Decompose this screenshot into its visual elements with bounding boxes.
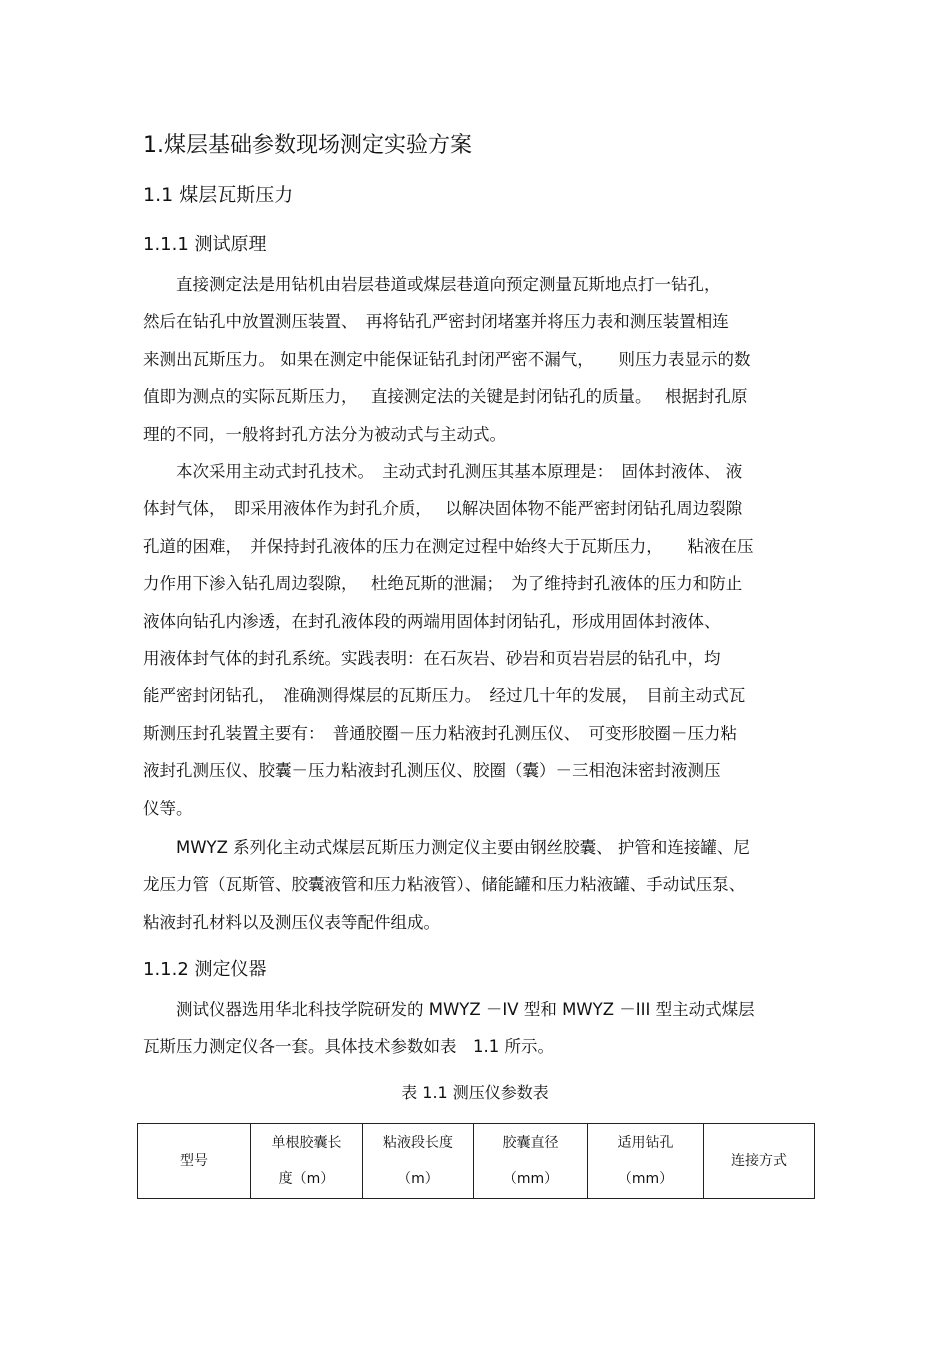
text-line: 仪等。 [143, 798, 193, 818]
section-heading-1-1: 1.1 煤层瓦斯压力 [143, 184, 294, 206]
text-line: 值即为测点的实际瓦斯压力， 直接测定法的关键是封闭钻孔的质量。 根据封孔原 [143, 387, 748, 407]
header-cell-slurry-length: 粘液段长度 （m） [363, 1124, 474, 1199]
paragraph-active-sealing [143, 453, 808, 827]
paragraph-mwyz-series [143, 829, 808, 941]
header-cell-connection: 连接方式 [704, 1124, 815, 1199]
text-line: 液体向钻孔内渗透，在封孔液体段的两端用固体封闭钻孔，形成用固体封液体、 [143, 611, 721, 631]
header-cell-model: 型号 [138, 1124, 251, 1199]
text-line: MWYZ 系列化主动式煤层瓦斯压力测定仪主要由钢丝胶囊、 护管和连接罐、尼 [143, 838, 750, 857]
text-line: 能严密封闭钻孔， 准确测得煤层的瓦斯压力。 经过几十年的发展， 目前主动式瓦 [143, 686, 746, 706]
text-line: 体封气体， 即采用液体作为封孔介质， 以解决固体物不能严密封闭钻孔周边裂隙 [143, 499, 743, 519]
header-cell-capsule-length: 单根胶囊长 度（m） [251, 1124, 363, 1199]
text-line: 然后在钻孔中放置测压装置、 再将钻孔严密封闭堵塞并将压力表和测压装置相连 [143, 312, 729, 332]
text-line: 来测出瓦斯压力。 如果在测定中能保证钻孔封闭严密不漏气， 则压力表显示的数 [143, 349, 751, 369]
table-header-row [138, 1124, 815, 1199]
text-line: 本次采用主动式封孔技术。 主动式封孔测压其基本原理是： 固体封液体、 液 [143, 462, 743, 481]
text-line: 液封孔测压仪、胶囊－压力粘液封孔测压仪、胶圈（囊）－三相泡沫密封液测压 [143, 761, 721, 781]
text-line: 龙压力管（瓦斯管、胶囊液管和压力粘液管）、储能罐和压力粘液罐、手动试压泵、 [143, 875, 746, 895]
text-line: 测试仪器选用华北科技学院研发的 MWYZ －IV 型和 MWYZ －III 型主动式煤层 [143, 1000, 755, 1019]
text-line: 用液体封气体的封孔系统。实践表明：在石灰岩、砂岩和页岩岩层的钻孔中，均 [143, 649, 721, 669]
section-heading-1-1-1: 1.1.1 测试原理 [143, 234, 267, 255]
header-cell-capsule-diameter: 胶囊直径 （mm） [474, 1124, 588, 1199]
text-line: 孔道的困难， 并保持封孔液体的压力在测定过程中始终大于瓦斯压力， 粘液在压 [143, 536, 754, 556]
table-caption: 表 1.1 测压仪参数表 [401, 1083, 549, 1102]
text-line: 粘液封孔材料以及测压仪表等配件组成。 [143, 912, 440, 932]
document-title: 1.煤层基础参数现场测定实验方案 [143, 133, 472, 158]
header-cell-borehole: 适用钻孔 （mm） [588, 1124, 704, 1199]
parameter-table [137, 1123, 815, 1199]
text-line: 直接测定法是用钻机由岩层巷道或煤层巷道向预定测量瓦斯地点打一钻孔， [143, 275, 721, 294]
paragraph-principle [143, 266, 808, 453]
section-heading-1-1-2: 1.1.2 测定仪器 [143, 959, 267, 980]
text-line: 理的不同，一般将封孔方法分为被动式与主动式。 [143, 424, 506, 444]
text-line: 斯测压封孔装置主要有： 普通胶圈－压力粘液封孔测压仪、 可变形胶圈－压力粘 [143, 723, 737, 743]
text-line: 力作用下渗入钻孔周边裂隙， 杜绝瓦斯的泄漏； 为了维持封孔液体的压力和防止 [143, 574, 743, 594]
text-line: 瓦斯压力测定仪各一套。具体技术参数如表 1.1 所示。 [143, 1037, 554, 1057]
paragraph-instruments [143, 991, 808, 1066]
